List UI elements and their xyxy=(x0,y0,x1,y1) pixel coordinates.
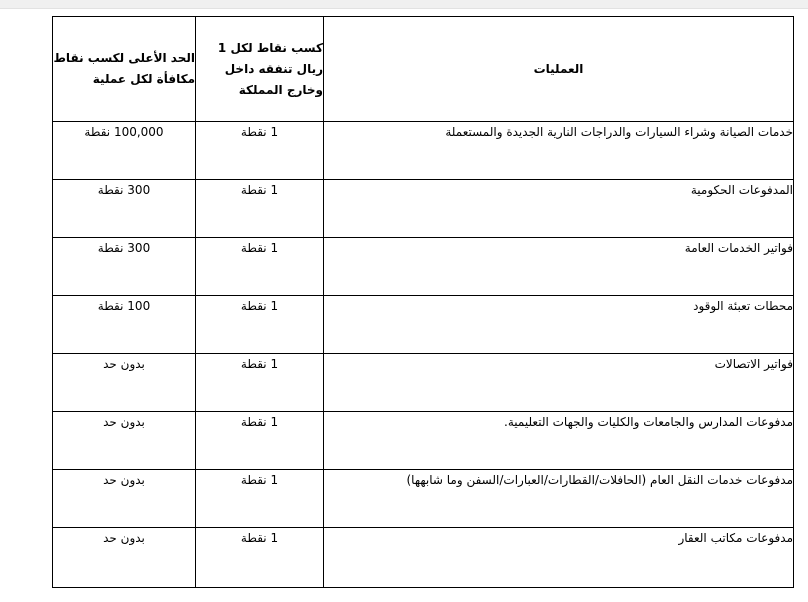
operation-cell: خدمات الصيانة وشراء السيارات والدراجات النارية الجديدة والمستعملة xyxy=(324,122,794,180)
earn-cell: 1 نقطة xyxy=(196,122,324,180)
operation-cell: محطات تعبئة الوقود xyxy=(324,296,794,354)
operation-cell: المدفوعات الحكومية xyxy=(324,180,794,238)
earn-cell: 1 نقطة xyxy=(196,354,324,412)
earn-cell: 1 نقطة xyxy=(196,412,324,470)
max-cell: 300 نقطة xyxy=(53,238,196,296)
table-row xyxy=(53,528,794,588)
header-operations: العمليات xyxy=(324,17,794,122)
max-cell: بدون حد xyxy=(53,528,196,588)
earn-cell: 1 نقطة xyxy=(196,180,324,238)
earn-cell: 1 نقطة xyxy=(196,238,324,296)
top-bar xyxy=(0,0,808,9)
table-row xyxy=(53,180,794,238)
max-cell: بدون حد xyxy=(53,470,196,528)
table-row xyxy=(53,470,794,528)
table-row xyxy=(53,122,794,180)
table-header-row xyxy=(53,17,794,122)
operation-cell: مدفوعات مكاتب العقار xyxy=(324,528,794,588)
earn-cell: 1 نقطة xyxy=(196,296,324,354)
header-max-points: الحد الأعلى لكسب نقاط مكافأة لكل عملية xyxy=(53,17,196,122)
table-row xyxy=(53,354,794,412)
operation-cell: مدفوعات خدمات النقل العام (الحافلات/القطارات/العبارات/السفن وما شابهها) xyxy=(324,470,794,528)
table-row xyxy=(53,412,794,470)
operations-points-table xyxy=(52,16,794,588)
max-cell: 100,000 نقطة xyxy=(53,122,196,180)
table-row xyxy=(53,238,794,296)
operation-cell: فواتير الخدمات العامة xyxy=(324,238,794,296)
max-cell: 100 نقطة xyxy=(53,296,196,354)
table-row xyxy=(53,296,794,354)
max-cell: بدون حد xyxy=(53,354,196,412)
earn-cell: 1 نقطة xyxy=(196,470,324,528)
operation-cell: فواتير الاتصالات xyxy=(324,354,794,412)
operation-cell: مدفوعات المدارس والجامعات والكليات والجهات التعليمية. xyxy=(324,412,794,470)
header-earn-points: كسب نقاط لكل 1 ريال تنفقه داخل وخارج المملكة xyxy=(196,17,324,122)
max-cell: بدون حد xyxy=(53,412,196,470)
max-cell: 300 نقطة xyxy=(53,180,196,238)
earn-cell: 1 نقطة xyxy=(196,528,324,588)
